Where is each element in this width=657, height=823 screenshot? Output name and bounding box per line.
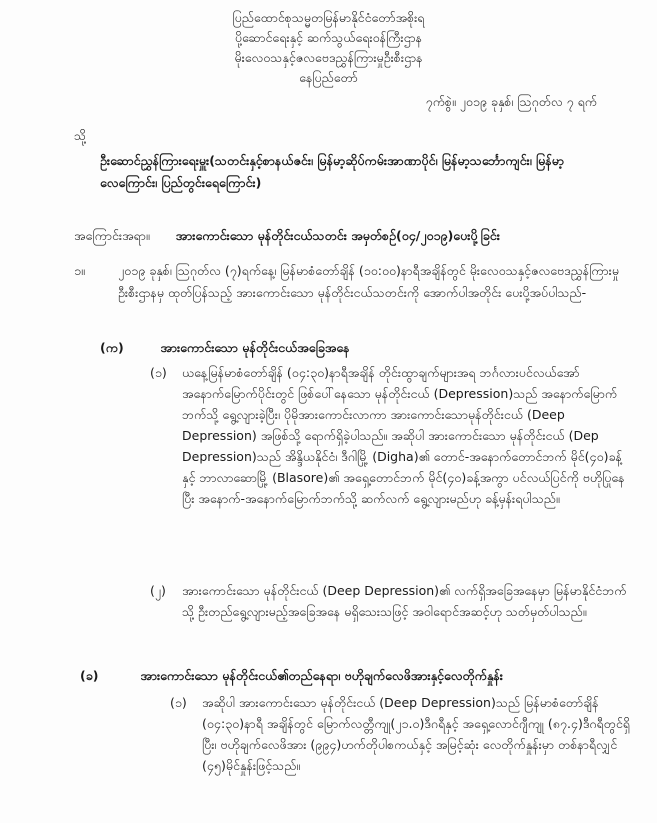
section-a-item-1 — [150, 362, 630, 509]
letterhead-line-city: နေပြည်တော် — [299, 70, 358, 85]
subject-line — [74, 226, 634, 246]
section-b-item-1 — [170, 692, 630, 776]
paragraph-1 — [74, 260, 634, 304]
section-a-mark: (က) — [100, 340, 124, 355]
section-b-item-1-mark: (၁) — [170, 695, 187, 710]
section-a-title: အားကောင်းသော မုန်တိုင်းငယ်အခြေအနေ — [160, 340, 350, 355]
section-b-item-1-text: အဆိုပါ အားကောင်းသော မုန်တိုင်းငယ် (Deep Depression)သည် မြန်မာစံတော်ချိန် (၀၄:၃၀)နာရီ အချိန်တွင် မြောက်လတ္တီကျု(၂၁.၀)ဒီဂရီနှင့် အရှေ့လောင်ဂျီကျု (၈၇.၄)ဒီဂရီတွင်ရှိပြီး၊ ဗဟိုချက်လေဖိအား (၉၉၄)ဟက်တိုပါစကယ်နှင့် အမြင့်ဆုံး လေတိုက်နှုန်းမှာ တစ်နာရီလျှင် (၄၅)မိုင်နှုန်းဖြင့်သည်။ — [202, 695, 630, 773]
letterhead-line-ministry: ပို့ဆောင်ရေးနှင့် ဆက်သွယ်ရေးဝန်ကြီးဌာန — [234, 30, 423, 45]
paragraph-1-number: ၁။ — [74, 263, 85, 278]
section-a-item-2-text: အားကောင်းသော မုန်တိုင်းငယ် (Deep Depression)၏ လက်ရှိအခြေအနေမှာ မြန်မာနိုင်ငံဘက်သို့ ဦးတည်ရွေ့လျားမည့်အခြေအနေ မရှိသေးသဖြင့် အဝါရောင်အဆင့်ဟု သတ်မှတ်ပါသည်။ — [182, 583, 627, 619]
paragraph-1-text: ၂၀၁၉ ခုနှစ်၊ ဩဂုတ်လ (၇)ရက်နေ့၊ မြန်မာစံတော်ချိန် (၁၀:၀၀)နာရီအချိန်တွင် မိုးလေဝသနှင့်ဇလဗေဒညွှန်ကြားမှုဦးစီးဌာနမှ ထုတ်ပြန်သည့် အားကောင်းသော မုန်တိုင်းငယ်သတင်းကို အောက်ပါအတိုင်း ပေးပို့အပ်ပါသည်- — [118, 263, 620, 300]
recipients: ဦးဆောင်ညွှန်ကြားရေးမှူး(သတင်းနှင့်စာနယ်ဇင်း၊ မြန်မာ့ဆိုပ်ကမ်းအာဏာပိုင်၊ မြန်မာ့သင်္ဘောကျင်း၊ မြန်မာ့လေကြောင်း၊ ပြည်တွင်းရေကြောင်း) — [100, 153, 565, 190]
subject-label: အကြောင်းအရာ။ — [74, 228, 150, 243]
section-a-item-1-mark: (၁) — [150, 365, 167, 380]
letterhead-line-government: ပြည်ထောင်စုသမ္မတမြန်မာနိုင်ငံတော်အစိုးရ — [232, 10, 425, 25]
to-label: သို့ — [74, 128, 87, 143]
section-a-item-2-mark: (၂) — [150, 583, 166, 598]
subject-title: အားကောင်းသော မုန်တိုင်းငယ်သတင်း အမှတ်စဉ်(၀၄/၂၀၁၉)ပေးပို့ခြင်း — [175, 228, 500, 243]
section-b-title: အားကောင်းသော မုန်တိုင်းငယ်၏တည်နေရာ၊ ဗဟိုချက်လေဖိအားနှင့်လေတိုက်နှုန်း — [140, 668, 503, 683]
section-a-item-1-text: ယနေ့မြန်မာစံတော်ချိန် (၀၄:၃၀)နာရီအချိန် တိုင်းထွာချက်များအရ ဘင်္ဂလားပင်လယ်အော် အနောက်မြောက်ပိုင်းတွင် ဖြစ်ပေါ်နေသော မုန်တိုင်းငယ် (Depression)သည် အနောက်မြောက်ဘက်သို့ ရွေ့လျားခဲ့ပြီး၊ ပိုမိုအားကောင်းလာကာ အားကောင်းသောမုန်တိုင်းငယ် (Deep Depression) အဖြစ်သို့ ရောက်ရှိခဲ့ပါသည်။ အဆိုပါ အားကောင်းသော မုန်တိုင်းငယ် (Dep Depression)သည် အိန္ဒိယနိုင်ငံ၊ ဒီဂါမြို့ (Digha)၏ တောင်-အနောက်တောင်ဘက် မိုင်(၄၀)ခန့်နှင့် ဘာလာဆောမြို့ (Blasore)၏ အရှေ့တောင်ဘက် မိုင်(၄၀)ခန့်အကွာ ပင်လယ်ပြင်ကို ဗဟိုပြုနေပြီး အနောက်-အနောက်မြောက်ဘက်သို့ ဆက်လက် ရွေ့လျားမည်ဟု ခန့်မှန်းရပါသည်။ — [182, 365, 625, 506]
section-b-heading — [80, 668, 503, 687]
letterhead — [0, 8, 657, 88]
section-a-item-2 — [150, 580, 630, 622]
section-a-heading — [100, 340, 350, 359]
letterhead-line-department: မိုးလေဝသနှင့်ဇလဗေဒညွှန်ကြားမှုဦးစီးဌာန — [234, 50, 423, 65]
section-b-mark: (ခ) — [80, 668, 99, 683]
document-date: ၇က်စွဲ။ ၂၀၁၉ ခုနှစ်၊ ဩဂုတ်လ ၇ ရက် — [425, 94, 597, 109]
